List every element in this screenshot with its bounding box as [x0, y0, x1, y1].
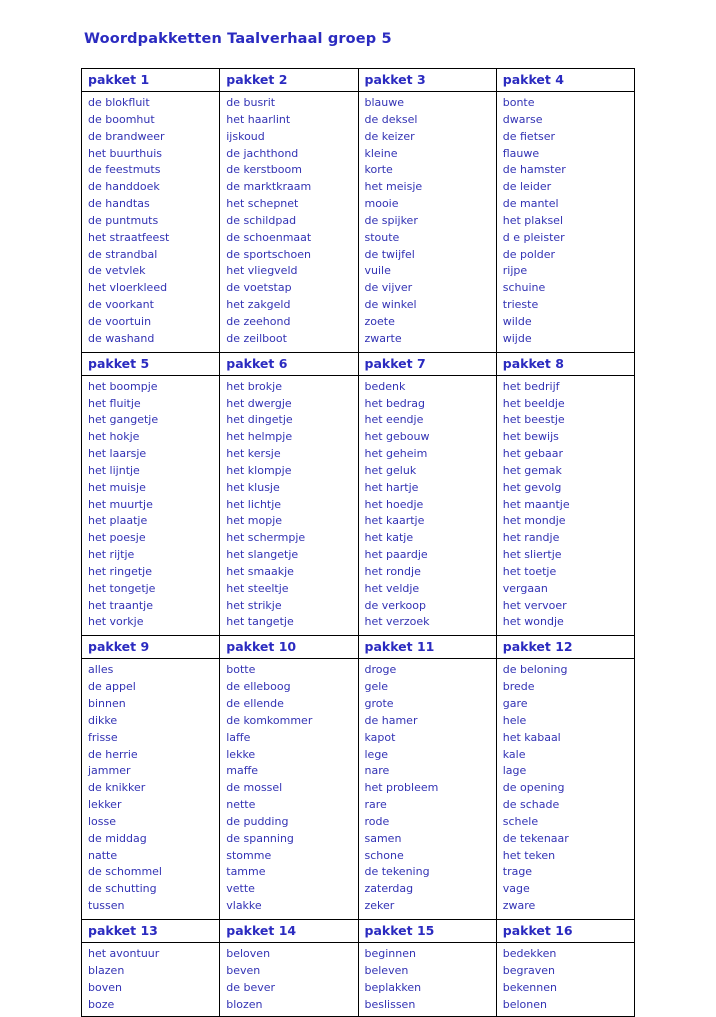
word-item: de voortuin	[88, 314, 152, 328]
word-item: de busrit	[226, 96, 276, 109]
word-item: de knikker	[88, 781, 146, 795]
word-item: zware	[502, 899, 536, 913]
package-header-cell: pakket 2	[220, 69, 358, 92]
word-item: grote	[364, 697, 394, 710]
package-word-list-cell	[358, 942, 496, 1016]
table-row	[82, 659, 635, 920]
word-item: de opening	[502, 781, 565, 795]
word-item: de schutting	[88, 882, 157, 896]
word-item: het wondje	[502, 615, 564, 629]
word-list	[220, 379, 357, 632]
word-packages-table	[81, 68, 635, 1017]
word-item: het steeltje	[226, 581, 289, 595]
word-item: gele	[364, 680, 389, 694]
word-item: het straatfeest	[88, 230, 170, 244]
word-item: bedenk	[364, 379, 406, 393]
word-item: het maantje	[502, 497, 570, 511]
word-item: blazen	[88, 963, 125, 977]
word-item: zeker	[364, 899, 395, 913]
word-item: schone	[364, 848, 404, 862]
word-item: het hokje	[88, 430, 140, 444]
word-list	[497, 379, 634, 632]
word-item: het poesje	[88, 531, 146, 545]
word-item: stomme	[226, 848, 272, 862]
word-item: dwarse	[502, 112, 543, 126]
word-item: jammer	[88, 764, 131, 778]
word-list	[82, 95, 219, 348]
word-item: het strikje	[226, 598, 282, 612]
word-item: de verkoop	[364, 598, 426, 612]
package-word-list-cell	[82, 375, 220, 636]
word-item: de schoenmaat	[226, 230, 312, 244]
table-row	[82, 375, 635, 636]
word-item: blauwe	[364, 96, 405, 109]
word-item: losse	[88, 814, 117, 828]
word-item: blozen	[226, 997, 263, 1011]
package-header-cell: pakket 13	[82, 919, 220, 942]
word-item: de mossel	[226, 781, 283, 795]
word-item: de schommel	[88, 865, 162, 879]
word-item: het dingetje	[226, 413, 293, 427]
word-item: rijpe	[502, 264, 528, 278]
word-item: de vetvlek	[88, 264, 146, 278]
word-item: het rijtje	[88, 548, 135, 562]
word-item: alles	[88, 663, 114, 677]
word-item: het verzoek	[364, 615, 430, 629]
word-item: de ellende	[226, 697, 284, 710]
table-header-row	[82, 636, 635, 659]
word-list	[359, 95, 496, 348]
word-item: het probleem	[364, 781, 439, 795]
word-item: de boomhut	[88, 112, 155, 126]
word-item: de mantel	[502, 197, 559, 211]
word-item: kleine	[364, 146, 398, 160]
word-item: beleven	[364, 963, 409, 977]
word-item: hele	[502, 713, 527, 727]
word-item: de spijker	[364, 213, 418, 227]
word-item: d e pleister	[502, 230, 565, 244]
package-word-list-cell	[496, 92, 634, 353]
table-row	[82, 942, 635, 1016]
word-item: het zakgeld	[226, 298, 291, 312]
word-item: de vijver	[364, 281, 413, 295]
word-list	[359, 379, 496, 632]
word-item: het brokje	[226, 379, 282, 393]
word-item: de zeilboot	[226, 331, 287, 345]
word-item: beginnen	[364, 946, 416, 960]
word-item: beloven	[226, 946, 271, 960]
package-header-cell: pakket 16	[496, 919, 634, 942]
word-item: zaterdag	[364, 882, 414, 896]
word-item: rare	[364, 798, 387, 812]
word-item: brede	[502, 680, 535, 694]
word-item: zoete	[364, 314, 395, 328]
word-item: schele	[502, 814, 539, 828]
word-item: het klusje	[226, 480, 280, 494]
word-item: frisse	[88, 730, 118, 744]
word-item: de herrie	[88, 747, 138, 761]
word-list	[82, 662, 219, 915]
word-item: het rondje	[364, 564, 421, 578]
word-item: het katje	[364, 531, 414, 545]
word-item: vuile	[364, 264, 391, 278]
word-item: de tekening	[364, 865, 430, 879]
package-header-cell: pakket 7	[358, 352, 496, 375]
word-item: vergaan	[502, 581, 548, 595]
word-item: de jachthond	[226, 146, 299, 160]
word-item: bonte	[502, 96, 535, 109]
word-item: boze	[88, 997, 115, 1011]
word-item: gare	[502, 697, 528, 710]
word-item: het helmpje	[226, 430, 293, 444]
word-item: de voetstap	[226, 281, 292, 295]
word-item: schuine	[502, 281, 546, 295]
word-item: maffe	[226, 764, 259, 778]
word-item: laffe	[226, 730, 251, 744]
word-item: de schildpad	[226, 213, 297, 227]
word-item: het gebouw	[364, 430, 430, 444]
word-list	[220, 662, 357, 915]
word-item: de beloning	[502, 663, 568, 677]
package-word-list-cell	[220, 659, 358, 920]
word-item: de leider	[502, 180, 552, 194]
word-item: stoute	[364, 230, 400, 244]
word-item: het geheim	[364, 447, 428, 461]
word-item: het klompje	[226, 463, 292, 477]
word-list	[220, 946, 357, 1013]
word-list	[497, 95, 634, 348]
word-item: het mondje	[502, 514, 566, 528]
package-word-list-cell	[82, 942, 220, 1016]
word-item: vlakke	[226, 899, 262, 913]
word-item: het bedrijf	[502, 379, 560, 393]
package-word-list-cell	[82, 659, 220, 920]
word-item: de brandweer	[88, 129, 165, 143]
package-word-list-cell	[82, 92, 220, 353]
word-item: het laarsje	[88, 447, 147, 461]
word-item: het paardje	[364, 548, 428, 562]
word-item: het kersje	[226, 447, 281, 461]
package-word-list-cell	[358, 659, 496, 920]
word-item: de fietser	[502, 129, 556, 143]
word-item: het muisje	[88, 480, 146, 494]
word-item: het randje	[502, 531, 560, 545]
word-packages-body	[82, 69, 635, 1017]
package-header-cell: pakket 12	[496, 636, 634, 659]
word-item: het avontuur	[88, 946, 160, 960]
word-item: het beeldje	[502, 396, 565, 410]
word-item: lekke	[226, 747, 256, 761]
table-header-row	[82, 69, 635, 92]
word-item: natte	[88, 848, 118, 862]
word-item: rode	[364, 814, 390, 828]
package-header-cell: pakket 10	[220, 636, 358, 659]
word-item: trage	[502, 865, 533, 879]
word-item: mooie	[364, 197, 399, 211]
word-item: de strandbal	[88, 247, 158, 261]
package-header-cell: pakket 4	[496, 69, 634, 92]
word-item: het vliegveld	[226, 264, 298, 278]
word-item: het lichtje	[226, 497, 282, 511]
package-header-cell: pakket 6	[220, 352, 358, 375]
word-item: de hamster	[502, 163, 566, 177]
word-item: de schade	[502, 798, 560, 812]
word-item: beplakken	[364, 980, 422, 994]
word-item: het teken	[502, 848, 556, 862]
word-item: de tekenaar	[502, 831, 569, 845]
word-list	[82, 379, 219, 632]
package-word-list-cell	[496, 942, 634, 1016]
package-word-list-cell	[358, 92, 496, 353]
word-item: de hamer	[364, 713, 418, 727]
word-item: ijskoud	[226, 129, 265, 143]
word-item: het boompje	[88, 379, 158, 393]
word-item: het gebaar	[502, 447, 564, 461]
word-item: lege	[364, 747, 389, 761]
package-header-cell: pakket 14	[220, 919, 358, 942]
table-header-row	[82, 352, 635, 375]
word-item: de handtas	[88, 197, 150, 211]
word-item: de zeehond	[226, 314, 291, 328]
word-item: droge	[364, 663, 397, 677]
word-item: het vervoer	[502, 598, 567, 612]
table-header-row	[82, 919, 635, 942]
word-item: het mopje	[226, 514, 283, 528]
word-item: het eendje	[364, 413, 424, 427]
word-item: het fluitje	[88, 396, 141, 410]
word-item: het plaatje	[88, 514, 148, 528]
word-item: beslissen	[364, 997, 416, 1011]
word-item: begraven	[502, 963, 555, 977]
word-item: bedekken	[502, 946, 557, 960]
word-item: het veldje	[364, 581, 420, 595]
word-item: tamme	[226, 865, 266, 879]
word-item: de washand	[88, 331, 155, 345]
word-item: het tangetje	[226, 615, 294, 629]
word-item: het smaakje	[226, 564, 294, 578]
word-item: de feestmuts	[88, 163, 161, 177]
package-header-cell: pakket 11	[358, 636, 496, 659]
word-item: lekker	[88, 798, 122, 812]
package-header-cell: pakket 9	[82, 636, 220, 659]
package-header-cell: pakket 8	[496, 352, 634, 375]
package-word-list-cell	[220, 375, 358, 636]
word-item: het hartje	[364, 480, 419, 494]
word-item: het tongetje	[88, 581, 156, 595]
package-header-cell: pakket 1	[82, 69, 220, 92]
word-item: nette	[226, 798, 256, 812]
word-item: het schepnet	[226, 197, 299, 211]
word-item: het plaksel	[502, 213, 564, 227]
word-item: het slangetje	[226, 548, 299, 562]
word-item: de polder	[502, 247, 556, 261]
word-item: de kerstboom	[226, 163, 302, 177]
page-title: Woordpakketten Taalverhaal groep 5	[84, 31, 392, 47]
word-item: vette	[226, 882, 255, 896]
word-item: tussen	[88, 899, 125, 913]
word-item: het dwergje	[226, 396, 292, 410]
word-item: de puntmuts	[88, 213, 159, 227]
word-item: trieste	[502, 298, 539, 312]
word-item: de marktkraam	[226, 180, 312, 194]
word-item: de bever	[226, 980, 276, 994]
word-item: wijde	[502, 331, 532, 345]
word-item: zwarte	[364, 331, 402, 345]
word-list	[82, 946, 219, 1013]
word-item: het traantje	[88, 598, 153, 612]
word-item: de keizer	[364, 129, 415, 143]
word-item: het geluk	[364, 463, 417, 477]
word-item: de deksel	[364, 112, 418, 126]
word-item: de sportschoen	[226, 247, 311, 261]
word-item: wilde	[502, 314, 532, 328]
word-item: flauwe	[502, 146, 540, 160]
word-item: vage	[502, 882, 530, 896]
word-item: het buurthuis	[88, 146, 163, 160]
word-list	[220, 95, 357, 348]
word-item: binnen	[88, 697, 126, 710]
word-list	[359, 946, 496, 1013]
word-item: botte	[226, 663, 256, 677]
word-list	[359, 662, 496, 915]
package-word-list-cell	[220, 92, 358, 353]
word-list	[497, 946, 634, 1013]
word-item: de appel	[88, 680, 136, 694]
word-item: dikke	[88, 713, 118, 727]
word-item: beven	[226, 963, 261, 977]
package-header-cell: pakket 5	[82, 352, 220, 375]
word-item: het haarlint	[226, 112, 291, 126]
word-item: het gevolg	[502, 480, 562, 494]
word-item: kapot	[364, 730, 396, 744]
word-item: het sliertje	[502, 548, 562, 562]
package-word-list-cell	[496, 659, 634, 920]
word-item: het hoedje	[364, 497, 424, 511]
word-item: het schermpje	[226, 531, 306, 545]
package-header-cell: pakket 15	[358, 919, 496, 942]
word-item: de pudding	[226, 814, 289, 828]
word-item: de blokfluit	[88, 96, 150, 109]
word-item: het bewijs	[502, 430, 559, 444]
package-word-list-cell	[358, 375, 496, 636]
word-item: de voorkant	[88, 298, 154, 312]
word-list	[497, 662, 634, 915]
word-item: het bedrag	[364, 396, 426, 410]
word-item: samen	[364, 831, 402, 845]
word-item: de twijfel	[364, 247, 415, 261]
word-item: de middag	[88, 831, 147, 845]
word-item: het vorkje	[88, 615, 144, 629]
word-item: het kabaal	[502, 730, 561, 744]
word-item: boven	[88, 980, 122, 994]
package-word-list-cell	[496, 375, 634, 636]
word-item: het vloerkleed	[88, 281, 168, 295]
word-item: de spanning	[226, 831, 294, 845]
word-item: belonen	[502, 997, 547, 1011]
word-item: het gangetje	[88, 413, 159, 427]
word-item: korte	[364, 163, 393, 177]
word-item: het kaartje	[364, 514, 425, 528]
word-item: het beestje	[502, 413, 565, 427]
word-item: de komkommer	[226, 713, 313, 727]
word-item: het meisje	[364, 180, 423, 194]
package-header-cell: pakket 3	[358, 69, 496, 92]
word-item: het ringetje	[88, 564, 152, 578]
word-item: het toetje	[502, 564, 557, 578]
word-item: het lijntje	[88, 463, 140, 477]
word-item: het gemak	[502, 463, 562, 477]
word-item: bekennen	[502, 980, 557, 994]
word-item: nare	[364, 764, 390, 778]
package-word-list-cell	[220, 942, 358, 1016]
word-item: lage	[502, 764, 527, 778]
word-item: het muurtje	[88, 497, 153, 511]
word-item: de winkel	[364, 298, 417, 312]
word-item: kale	[502, 747, 526, 761]
table-row	[82, 92, 635, 353]
word-item: de handdoek	[88, 180, 160, 194]
word-item: de elleboog	[226, 680, 291, 694]
